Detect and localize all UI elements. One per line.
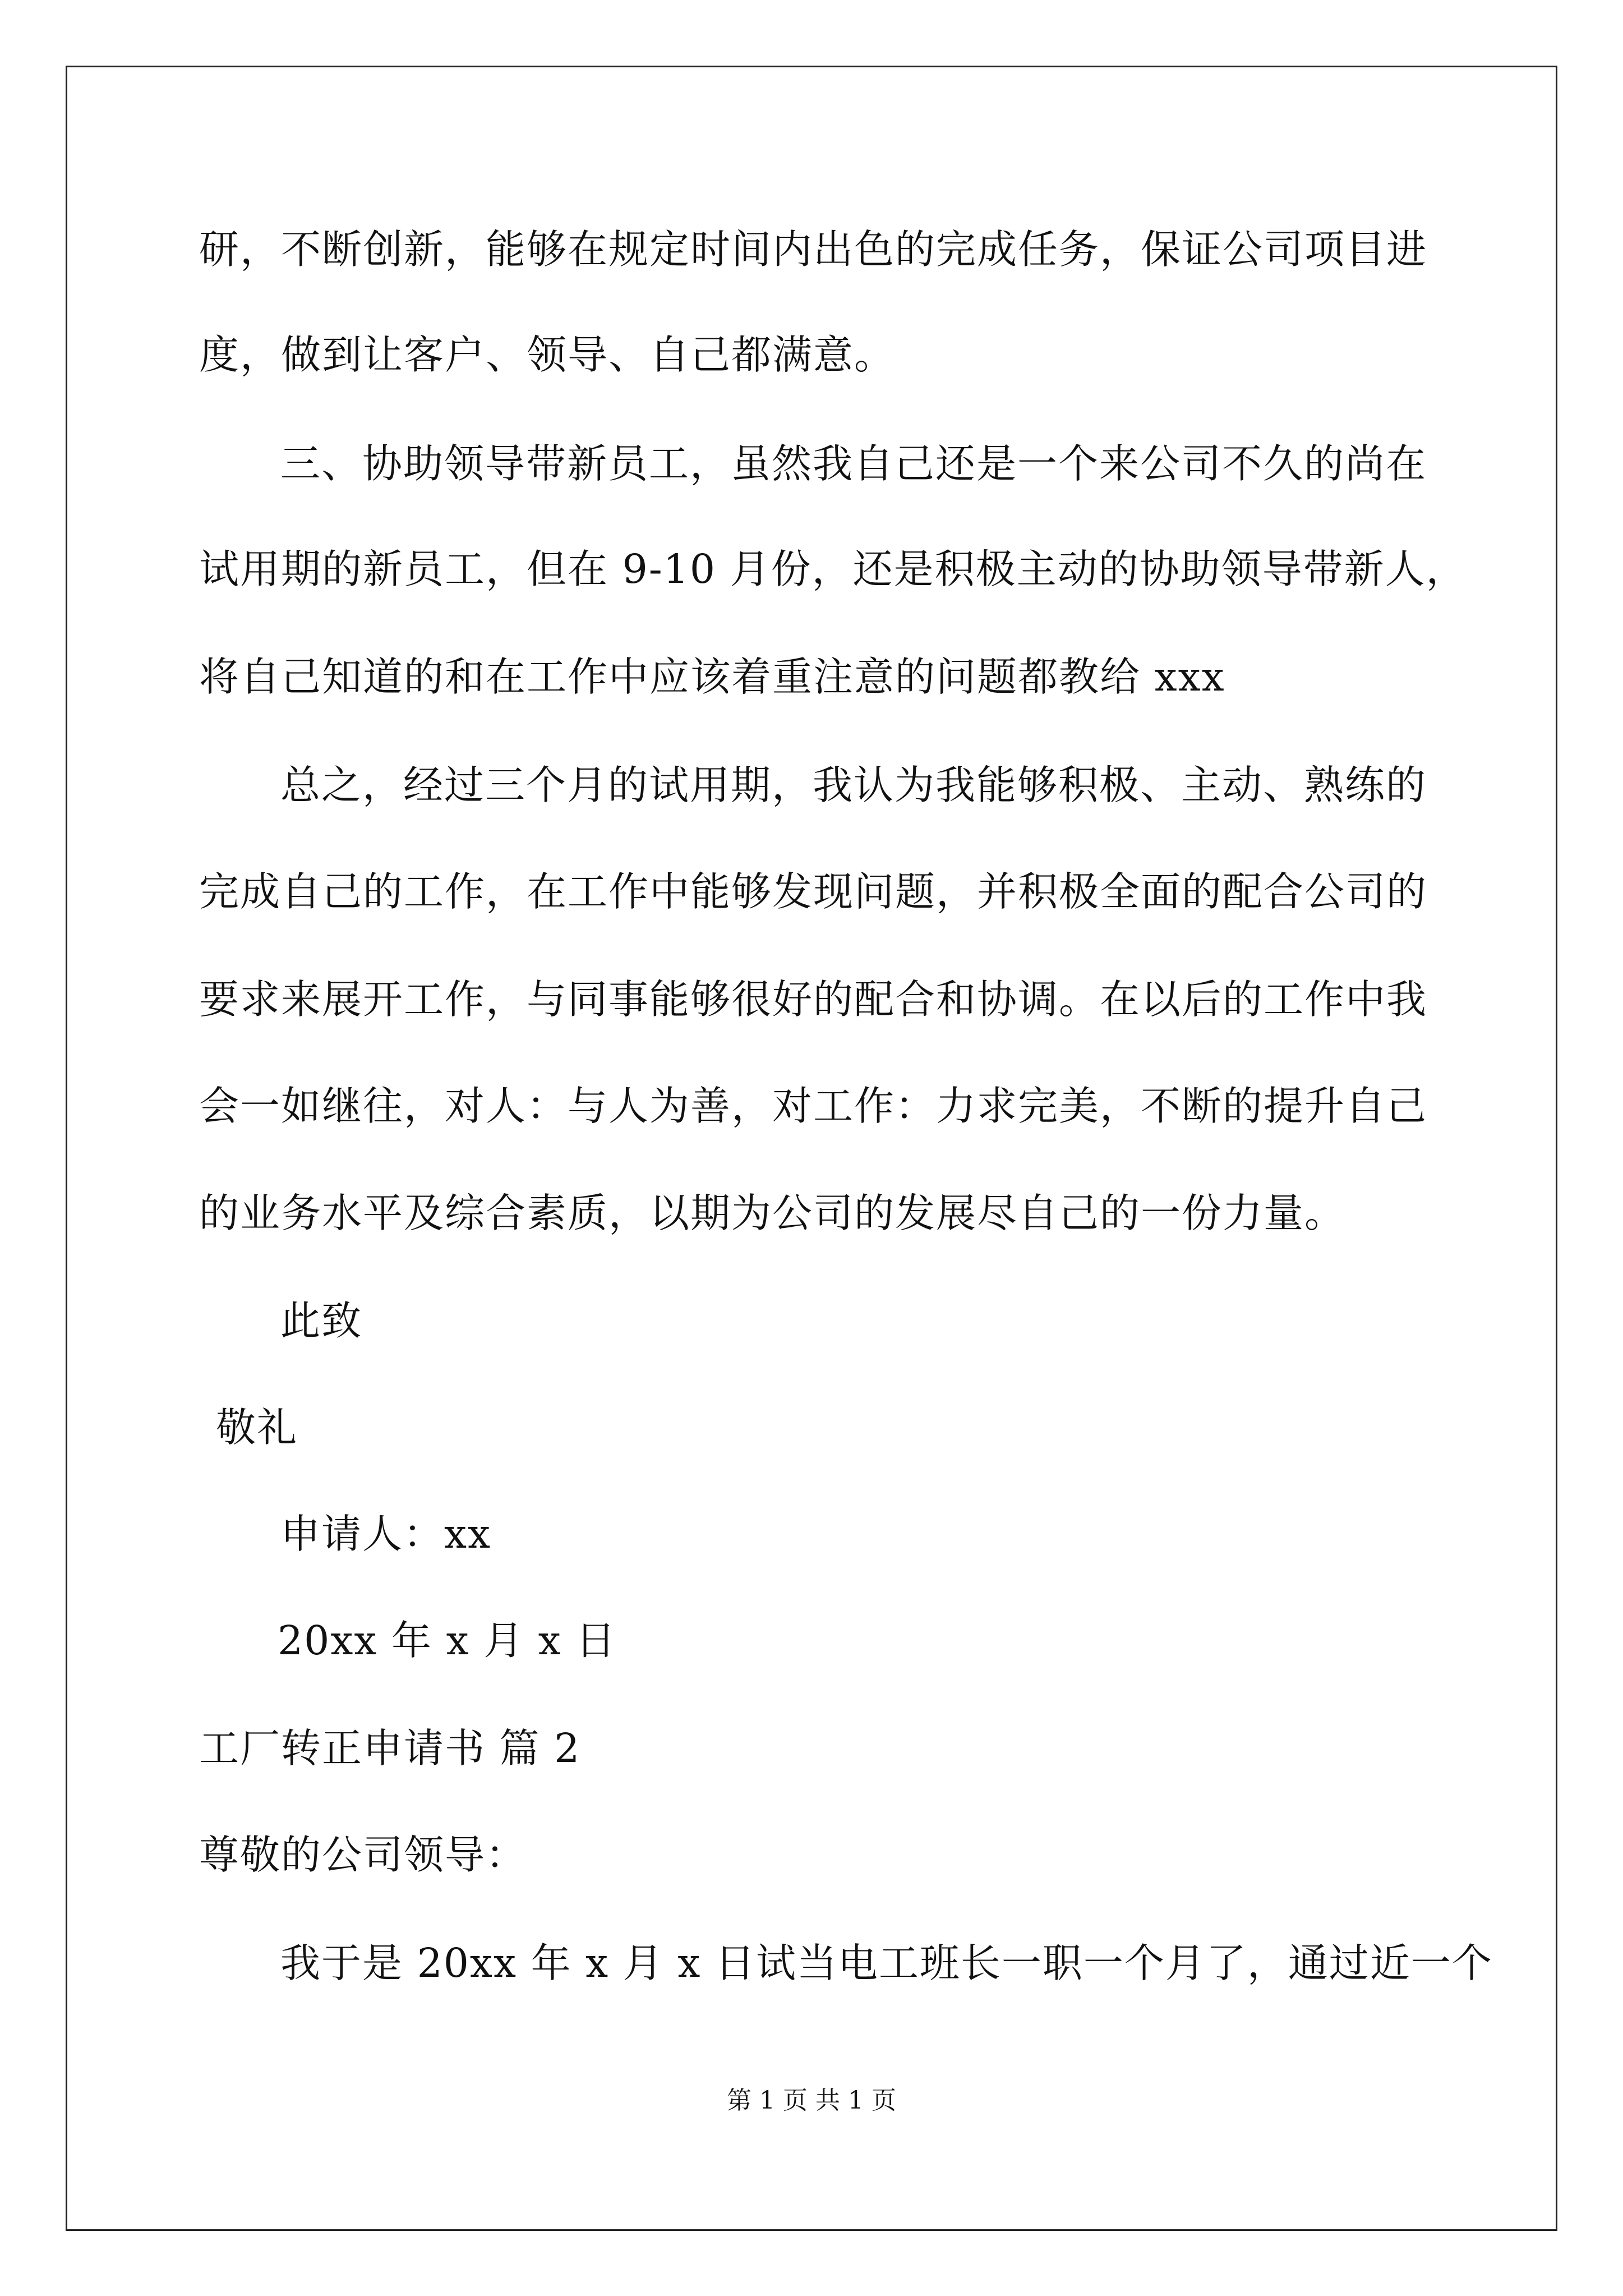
body-line-7: 完成自己的工作，在工作中能够发现问题，并积极全面的配合公司的 [199, 868, 1428, 915]
body-line-9: 会一如继往，对人：与人为善，对工作：力求完美，不断的提升自己 [199, 1083, 1428, 1129]
closing-regards: 敬礼 [216, 1404, 298, 1451]
body-line-1: 研，不断创新，能够在规定时间内出色的完成任务，保证公司项目进 [199, 226, 1428, 273]
applicant-line: 申请人：xx [280, 1511, 492, 1557]
date-line: 20xx 年 x 月 x 日 [278, 1617, 617, 1664]
page-border [66, 66, 1557, 2231]
body-line-4: 试用期的新员工，但在 9-10 月份，还是积极主动的协助领导带新人， [199, 546, 1467, 592]
body-line-6: 总之，经过三个月的试用期，我认为我能够积极、主动、熟练的 [280, 762, 1427, 808]
body-line-3: 三、协助领导带新员工，虽然我自己还是一个来公司不久的尚在 [280, 440, 1427, 487]
page-footer: 第 1 页 共 1 页 [727, 2086, 896, 2115]
closing-salutation: 此致 [280, 1297, 363, 1344]
section-title: 工厂转正申请书 篇 2 [199, 1725, 581, 1772]
greeting-line: 尊敬的公司领导： [199, 1832, 527, 1878]
body-line-8: 要求来展开工作，与同事能够很好的配合和协调。在以后的工作中我 [199, 976, 1428, 1023]
body-line-2: 度，做到让客户、领导、自己都满意。 [199, 332, 896, 378]
body-line-11: 我于是 20xx 年 x 月 x 日试当电工班长一职一个月了，通过近一个 [280, 1940, 1493, 1986]
body-line-5: 将自己知道的和在工作中应该着重注意的问题都教给 xxx [199, 654, 1225, 700]
body-line-10: 的业务水平及综合素质，以期为公司的发展尽自己的一份力量。 [199, 1190, 1346, 1236]
